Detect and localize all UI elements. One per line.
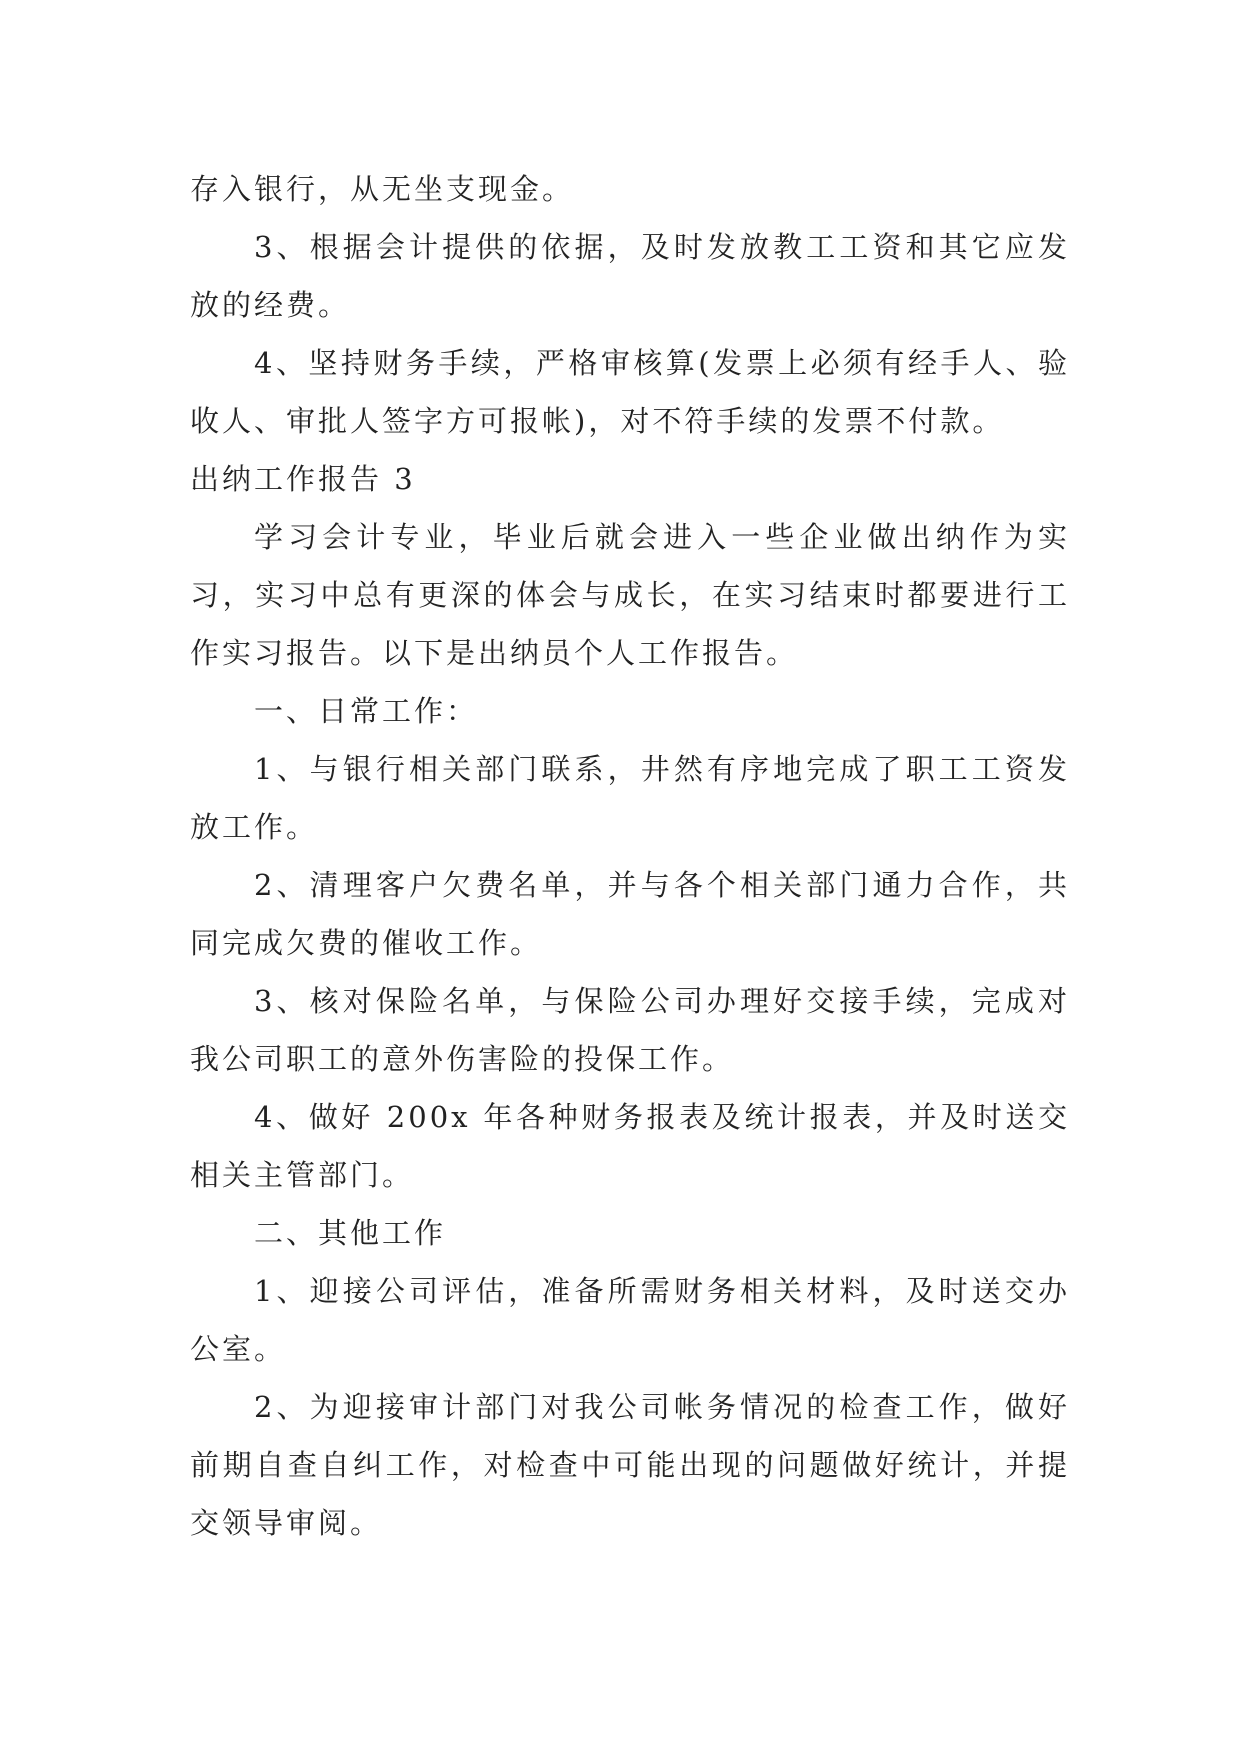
subheading-daily-work: 一、日常工作：: [254, 694, 479, 728]
paragraph-bank-deposit: 存入银行，从无坐支现金。: [190, 172, 575, 206]
paragraph-daily-item-2: 2、清理客户欠费名单，并与各个相关部门通力合作，共同完成欠费的催收工作。: [190, 868, 1070, 960]
section-heading-report-3: 出纳工作报告 3: [190, 462, 416, 496]
paragraph-other-item-1: 1、迎接公司评估，准备所需财务相关材料，及时送交办公室。: [190, 1274, 1070, 1366]
paragraph-daily-item-3: 3、核对保险名单，与保险公司办理好交接手续，完成对我公司职工的意外伤害险的投保工作。: [190, 984, 1070, 1076]
paragraph-daily-item-4: 4、做好 200x 年各种财务报表及统计报表，并及时送交相关主管部门。: [190, 1100, 1070, 1192]
paragraph-intro: 学习会计专业，毕业后就会进入一些企业做出纳作为实习，实习中总有更深的体会与成长，在实习结束时都要进行工作实习报告。以下是出纳员个人工作报告。: [190, 520, 1070, 670]
paragraph-daily-item-1: 1、与银行相关部门联系，井然有序地完成了职工工资发放工作。: [190, 752, 1070, 844]
paragraph-other-item-2: 2、为迎接审计部门对我公司帐务情况的检查工作，做好前期自查自纠工作，对检查中可能出现的问题做好统计，并提交领导审阅。: [190, 1390, 1070, 1540]
paragraph-item-4-procedures: 4、坚持财务手续，严格审核算(发票上必须有经手人、验收人、审批人签字方可报帐)，对不符手续的发票不付款。: [190, 346, 1070, 438]
paragraph-item-3-salary: 3、根据会计提供的依据，及时发放教工工资和其它应发放的经费。: [190, 230, 1070, 322]
document-body: [190, 160, 1070, 1552]
subheading-other-work: 二、其他工作: [254, 1216, 447, 1250]
